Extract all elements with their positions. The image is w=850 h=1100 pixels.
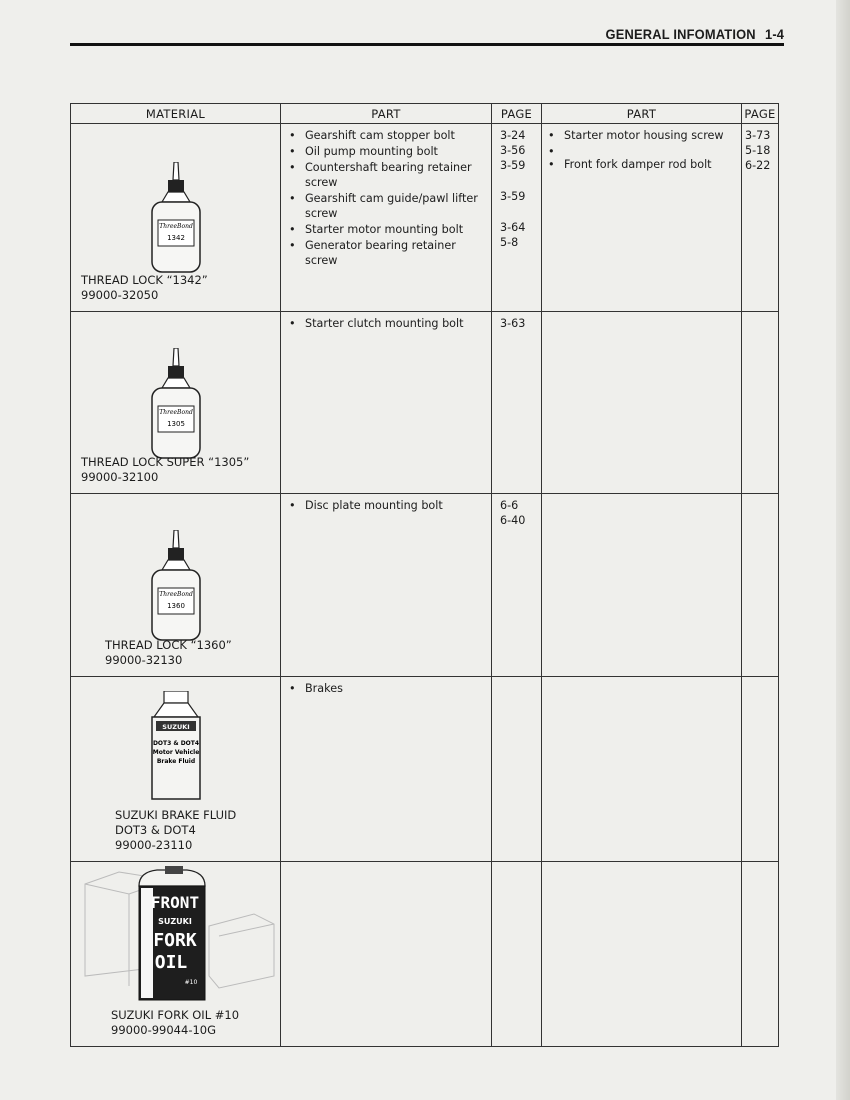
page-ref: 6-6 [500,499,519,512]
threadlock-bottle-image [146,530,206,642]
page-ref: 3-63 [500,317,526,330]
can-label-line: Motor Vehicle [152,749,199,756]
bottle-brand-label: ThreeBond [158,409,193,416]
table-row [71,494,779,677]
page-number: 1-4 [764,26,784,42]
material-part-number: 99000-32100 [81,470,159,484]
can-label-fork: FORK [153,930,197,951]
list-item: • Gearshift cam stopper bolt [289,128,491,143]
bottle-number-label: 1305 [166,420,185,428]
part-cell [281,862,492,1047]
page-ref: 3-73 [745,129,771,142]
material-label [81,455,249,485]
part-cell [281,124,492,312]
part-cell [281,494,492,677]
material-label [115,808,236,853]
list-item: • Front fork damper rod bolt [548,157,741,172]
part-cell-right [542,124,742,312]
page-header [70,24,784,46]
page-cell-right [742,862,779,1047]
page-cell-right [742,312,779,494]
page-ref [500,173,541,189]
material-part-number: 99000-23110 [115,838,193,852]
material-label [105,638,232,668]
part-cell-right [542,312,742,494]
table-row [71,124,779,312]
page-cell [492,677,542,862]
bottle-number-label: 1360 [166,602,185,610]
threadlock-bottle-image [146,162,206,274]
page-edge [836,0,850,1100]
bottle-brand-label: ThreeBond [158,591,193,598]
list-spacer [548,144,741,156]
page-ref [500,204,541,220]
page-cell-right [742,677,779,862]
can-label-brand: SUZUKI [158,917,192,926]
part-cell-right [542,494,742,677]
bottle-brand-label: ThreeBond [158,223,193,230]
page-cell-right [742,494,779,677]
page-cell [492,494,542,677]
part-cell-right [542,862,742,1047]
material-cell [71,124,281,312]
page-ref: 3-59 [500,190,526,203]
table-row [71,862,779,1047]
list-item: • Generator bearing retainer screw [289,238,491,268]
col-material: MATERIAL [71,104,281,124]
material-label [111,1008,239,1038]
list-item: • Starter motor housing screw [548,128,741,143]
material-name: SUZUKI FORK OIL #10 [111,1008,240,1022]
page-ref: 6-40 [500,514,526,527]
can-label-grade: #10 [184,979,198,986]
page-ref: 3-59 [500,159,526,172]
col-page-2: PAGE [742,104,779,124]
page-cell [492,862,542,1047]
page-ref: 6-22 [745,159,771,172]
material-name: THREAD LOCK SUPER “1305” [81,455,250,469]
page-ref: 3-64 [500,221,526,234]
material-name: SUZUKI BRAKE FLUID [115,808,237,822]
material-name: THREAD LOCK “1342” [81,273,208,287]
material-part-number: 99000-99044-10G [111,1023,217,1037]
list-item: • Oil pump mounting bolt [289,144,491,159]
section-title: GENERAL INFOMATION [605,26,756,42]
col-part-2: PART [542,104,742,124]
part-cell [281,312,492,494]
can-label-line: DOT3 & DOT4 [152,740,199,747]
material-cell [71,677,281,862]
list-item: • Gearshift cam guide/pawl lifter screw [289,191,491,221]
material-part-number: 99000-32050 [81,288,159,302]
table-header-row [71,104,779,124]
can-label-front: FRONT [150,893,200,912]
col-page: PAGE [492,104,542,124]
part-cell [281,677,492,862]
page-ref: 3-56 [500,144,526,157]
material-grade: DOT3 & DOT4 [115,823,196,837]
threadlock-bottle-image [146,348,206,460]
can-label-oil: OIL [154,952,188,973]
can-label-line: Brake Fluid [156,758,195,765]
brake-fluid-can-image [146,691,206,801]
page-ref: 3-24 [500,129,526,142]
material-cell [71,862,281,1047]
col-part: PART [281,104,492,124]
fork-oil-can-image [79,866,279,1002]
list-item: • Starter clutch mounting bolt [289,316,491,331]
material-cell [71,312,281,494]
list-item: • Brakes [289,681,491,696]
material-cell [71,494,281,677]
bottle-number-label: 1342 [166,234,185,242]
header-title [605,26,784,42]
list-item: • Disc plate mounting bolt [289,498,491,513]
list-item: • Countershaft bearing retainer screw [289,160,491,190]
table-row [71,677,779,862]
page-ref: 5-8 [500,236,519,249]
material-label [81,273,208,303]
materials-table [70,103,779,1047]
table-row [71,312,779,494]
page-cell [492,124,542,312]
page-cell [492,312,542,494]
list-item: • Starter motor mounting bolt [289,222,491,237]
part-cell-right [542,677,742,862]
can-brand-label: SUZUKI [161,723,190,731]
material-part-number: 99000-32130 [105,653,183,667]
page-ref: 5-18 [745,144,771,157]
material-name: THREAD LOCK “1360” [105,638,232,652]
page-cell-right [742,124,779,312]
